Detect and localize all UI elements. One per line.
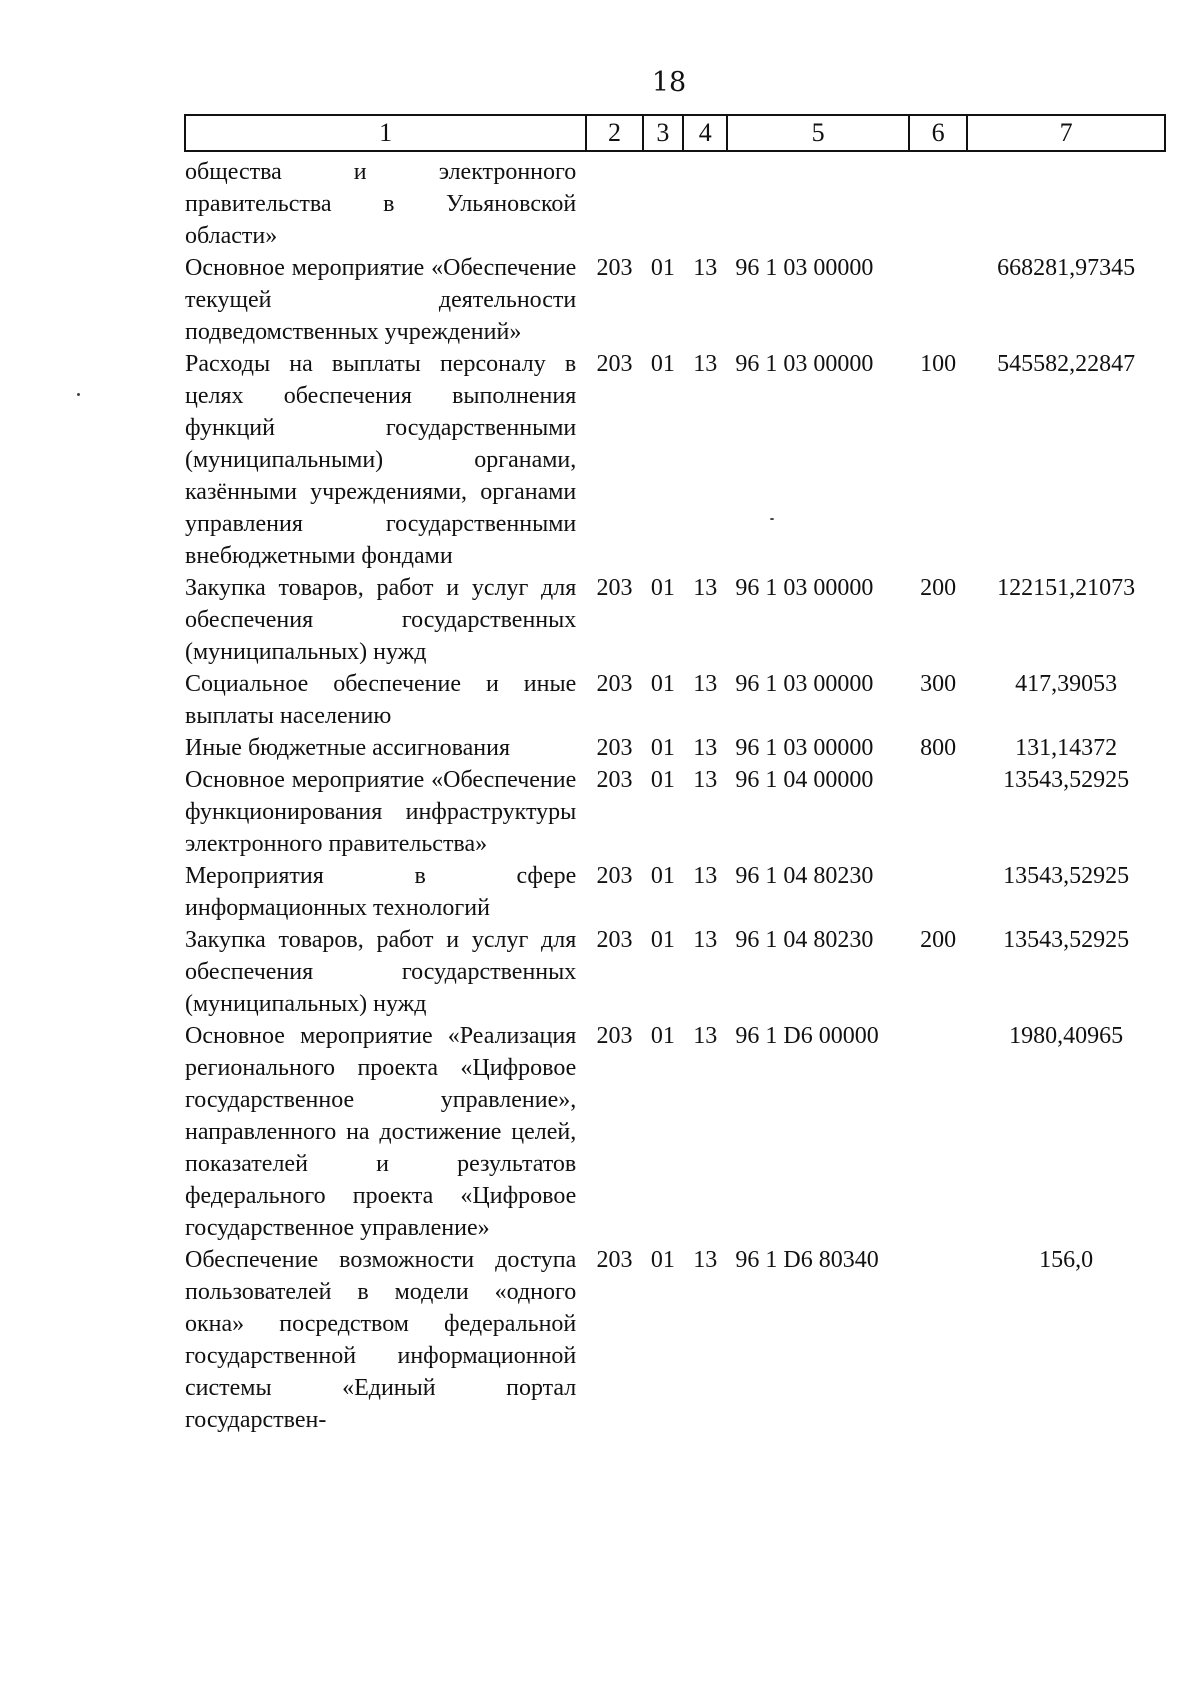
row-amount: 417,39053 (1015, 671, 1118, 697)
row-expense-type: 800 (920, 735, 957, 761)
row-amount: 13543,52925 (1003, 863, 1130, 889)
row-subsection: 13 (693, 1023, 718, 1049)
row-target-article: 96 1 04 80230 (735, 927, 874, 953)
row-amount: 545582,22847 (997, 351, 1136, 377)
row-target-article (727, 151, 908, 252)
row-name: Мероприятия в сфере информационных технологий (185, 863, 577, 921)
header-col-7: 7 (967, 115, 1165, 151)
table-row (185, 1020, 1165, 1244)
row-subsection: 13 (693, 735, 718, 761)
row-section: 01 (650, 671, 675, 697)
row-amount: 122151,21073 (997, 575, 1136, 601)
row-section: 01 (650, 767, 675, 793)
row-grbs: 203 (596, 735, 633, 761)
row-expense-type: 200 (920, 927, 957, 953)
row-target-article: 96 1 D6 00000 (735, 1023, 879, 1049)
row-target-article: 96 1 04 00000 (735, 767, 874, 793)
header-col-3: 3 (643, 115, 683, 151)
row-name: Закупка товаров, работ и услуг для обеспечения государственных (муниципальных) нужд (185, 927, 577, 1017)
row-subsection: 13 (693, 1247, 718, 1273)
row-subsection: 13 (693, 863, 718, 889)
row-target-article: 96 1 04 80230 (735, 863, 874, 889)
row-section: 01 (650, 1247, 675, 1273)
row-amount: 156,0 (1039, 1247, 1094, 1273)
row-target-article: 96 1 D6 80340 (735, 1247, 879, 1273)
header-row (185, 115, 1165, 151)
row-name: Закупка товаров, работ и услуг для обеспечения государственных (муниципальных) нужд (185, 575, 577, 665)
table-body (185, 151, 1165, 1436)
row-grbs: 203 (596, 767, 633, 793)
row-grbs: 203 (596, 863, 633, 889)
row-target-article: 96 1 03 00000 (735, 671, 874, 697)
row-target-article: 96 1 03 00000 (735, 735, 874, 761)
row-name: Обеспечение возможности доступа пользователей в модели «одного окна» посредством федеральной государственной информационной системы «Единый портал государствен- (185, 1247, 577, 1433)
row-expense-type (909, 252, 967, 348)
row-section: 01 (650, 575, 675, 601)
row-amount: 13543,52925 (1003, 927, 1130, 953)
table-row (185, 924, 1165, 1020)
header-col-2: 2 (586, 115, 642, 151)
table-row (185, 764, 1165, 860)
row-name: Социальное обеспечение и иные выплаты населению (185, 671, 577, 729)
row-name: Расходы на выплаты персоналу в целях обеспечения выполнения функций государственными (муниципальными) органами, казёнными учреждениями, органами управления государственными внебюджетными фондами (185, 351, 577, 569)
row-subsection: 13 (693, 351, 718, 377)
row-subsection: 13 (693, 575, 718, 601)
header-col-4: 4 (683, 115, 727, 151)
row-target-article: 96 1 03 00000 (735, 351, 874, 377)
row-name: общества и электронного правительства в Ульяновской области» (185, 159, 577, 249)
row-expense-type: 300 (920, 671, 957, 697)
table-row (185, 348, 1165, 572)
table-row (185, 860, 1165, 924)
row-section: 01 (650, 351, 675, 377)
header-col-5: 5 (727, 115, 908, 151)
row-expense-type: 200 (920, 575, 957, 601)
row-target-article: 96 1 03 00000 (735, 255, 874, 281)
row-amount: 131,14372 (1015, 735, 1118, 761)
row-amount: 668281,97345 (997, 255, 1136, 281)
row-grbs (586, 151, 642, 252)
row-name: Основное мероприятие «Обеспечение функционирования инфраструктуры электронного правительства» (185, 767, 577, 857)
table-row (185, 732, 1165, 764)
budget-table (184, 114, 1166, 1436)
row-expense-type (909, 151, 967, 252)
row-section: 01 (650, 927, 675, 953)
row-name: Иные бюджетные ассигнования (185, 735, 510, 761)
table-row (185, 252, 1165, 348)
row-section: 01 (650, 255, 675, 281)
row-subsection (683, 151, 727, 252)
row-section (643, 151, 683, 252)
row-subsection: 13 (693, 927, 718, 953)
row-section: 01 (650, 735, 675, 761)
row-expense-type (909, 764, 967, 860)
row-subsection: 13 (693, 671, 718, 697)
row-expense-type: 100 (920, 351, 957, 377)
row-grbs: 203 (596, 671, 633, 697)
row-name: Основное мероприятие «Реализация регионального проекта «Цифровое государственное управление», направленного на достижение целей, показателей и результатов федерального проекта «Цифровое государственное управление» (185, 1023, 577, 1241)
table-header (185, 115, 1165, 151)
row-subsection: 13 (693, 255, 718, 281)
table-row (185, 151, 1165, 252)
row-expense-type (909, 1020, 967, 1244)
row-section: 01 (650, 1023, 675, 1049)
header-col-6: 6 (909, 115, 967, 151)
row-target-article: 96 1 03 00000 (735, 575, 874, 601)
row-grbs: 203 (596, 927, 633, 953)
row-grbs: 203 (596, 575, 633, 601)
row-grbs: 203 (596, 1247, 633, 1273)
header-col-1: 1 (185, 115, 586, 151)
row-expense-type (909, 1244, 967, 1436)
page-number: 18 (651, 67, 687, 98)
row-grbs: 203 (596, 255, 633, 281)
row-subsection: 13 (693, 767, 718, 793)
row-section: 01 (650, 863, 675, 889)
table-row (185, 1244, 1165, 1436)
table-row (185, 668, 1165, 732)
row-name: Основное мероприятие «Обеспечение текущей деятельности подведомственных учреждений» (185, 255, 577, 345)
row-grbs: 203 (596, 351, 633, 377)
table-row (185, 572, 1165, 668)
row-amount (967, 151, 1165, 252)
row-grbs: 203 (596, 1023, 633, 1049)
scan-speck (77, 393, 80, 396)
row-amount: 13543,52925 (1003, 767, 1130, 793)
row-expense-type (909, 860, 967, 924)
row-amount: 1980,40965 (1009, 1023, 1124, 1049)
